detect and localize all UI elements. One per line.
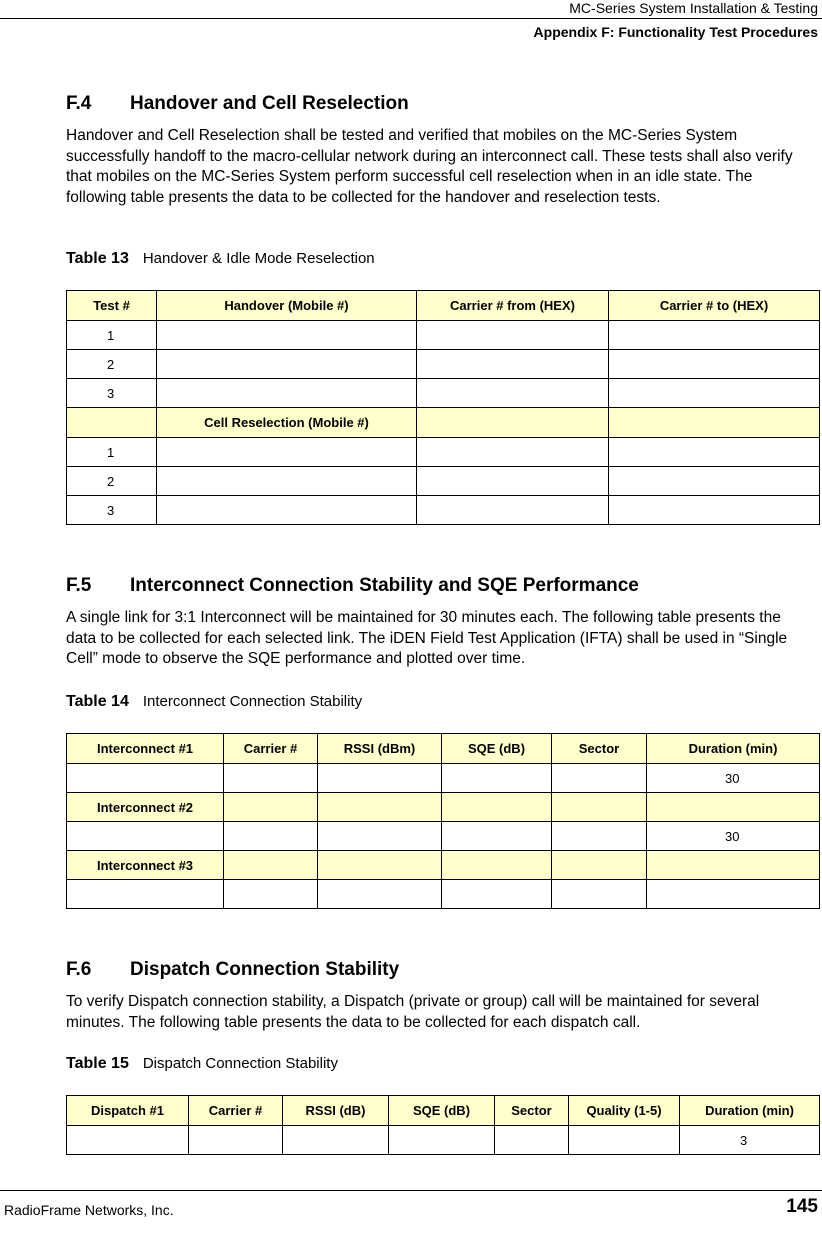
table14-col-sqe: SQE (dB) [442,734,552,764]
table-cell[interactable] [318,880,442,909]
table-cell[interactable] [442,764,552,793]
table-row [67,350,820,379]
table13-col-test: Test # [67,291,157,321]
header-rule [0,18,822,19]
table-cell [318,793,442,822]
table14-interconnect-2-label: Interconnect #2 [67,793,224,822]
table13-col-carrier-from: Carrier # from (HEX) [417,291,609,321]
table-cell[interactable] [224,764,318,793]
table14-interconnect-3-label: Interconnect #3 [67,851,224,880]
table-cell[interactable] [609,496,820,525]
table-cell [442,851,552,880]
table-cell[interactable] [442,880,552,909]
table-cell[interactable] [67,764,224,793]
section-f5-number: F.5 [66,575,92,596]
table-cell [552,793,647,822]
table-cell[interactable] [157,379,417,408]
table-cell[interactable] [552,822,647,851]
table-cell[interactable] [417,379,609,408]
table-row [67,851,820,880]
section-f6-title: Dispatch Connection Stability [130,959,400,980]
table15-number: Table 15 [66,1055,129,1072]
table-cell[interactable] [495,1126,569,1155]
table-cell [647,851,820,880]
table-row [67,1126,820,1155]
table13-test-num: 1 [67,438,157,467]
table14-col-interconnect: Interconnect #1 [67,734,224,764]
table-cell[interactable] [417,496,609,525]
section-f4-heading [66,93,409,115]
table13-number: Table 13 [66,250,129,267]
table14-col-duration: Duration (min) [647,734,820,764]
table13-caption [66,250,375,268]
section-f4-body: Handover and Cell Reselection shall be tested and verified that mobiles on the MC-Series System successfully handoff to the macro-cellular network during an interconnect call. These tests shall also verify that mobiles on the MC-Series System perform successful cell reselection when in an idle state. The following table presents the data to be collected for the handover and reselection tests. [66,127,793,206]
table-cell [224,851,318,880]
table-cell[interactable] [417,467,609,496]
table-cell [67,408,157,438]
table13-test-num: 3 [67,496,157,525]
table-row [67,793,820,822]
table-cell[interactable] [389,1126,495,1155]
table-row [67,880,820,909]
section-f6-number: F.6 [66,959,92,980]
table15-col-duration: Duration (min) [680,1096,820,1126]
table-cell [442,793,552,822]
table-cell[interactable] [224,822,318,851]
footer-rule [0,1190,822,1191]
table13 [66,290,820,525]
table-cell[interactable] [569,1126,680,1155]
table13-col-handover: Handover (Mobile #) [157,291,417,321]
table-cell[interactable] [552,880,647,909]
table14-caption [66,693,362,711]
table-cell[interactable] [157,321,417,350]
section-f4-title: Handover and Cell Reselection [130,93,409,114]
table13-reselection-header: Cell Reselection (Mobile #) [157,408,417,438]
table-cell [318,851,442,880]
table15-col-carrier: Carrier # [189,1096,283,1126]
table13-test-num: 2 [67,467,157,496]
table-cell[interactable] [157,496,417,525]
table-cell [609,408,820,438]
table14-duration-value: 30 [647,764,820,793]
table-cell[interactable] [609,438,820,467]
table-cell [647,793,820,822]
table-cell[interactable] [67,822,224,851]
running-header-title: MC-Series System Installation & Testing [569,0,818,16]
table-cell[interactable] [157,350,417,379]
table-row [67,496,820,525]
table-cell[interactable] [609,467,820,496]
table15-col-rssi: RSSI (dB) [283,1096,389,1126]
table-cell[interactable] [67,880,224,909]
table-cell[interactable] [189,1126,283,1155]
table-cell[interactable] [157,467,417,496]
table15-title: Dispatch Connection Stability [142,1055,338,1072]
table-cell[interactable] [417,438,609,467]
table-cell[interactable] [224,880,318,909]
table15-col-sqe: SQE (dB) [389,1096,495,1126]
table14-number: Table 14 [66,693,129,710]
table-cell[interactable] [647,880,820,909]
table14-col-rssi: RSSI (dBm) [318,734,442,764]
table-cell[interactable] [442,822,552,851]
table14-duration-value: 30 [647,822,820,851]
table13-test-num: 3 [67,379,157,408]
table-row [67,764,820,793]
table-cell[interactable] [318,764,442,793]
table-cell [417,408,609,438]
table-row [67,438,820,467]
table13-col-carrier-to: Carrier # to (HEX) [609,291,820,321]
section-f4-number: F.4 [66,93,92,114]
table-cell[interactable] [417,350,609,379]
table-row [67,321,820,350]
section-f5-body: A single link for 3:1 Interconnect will be maintained for 30 minutes each. The following table presents the data to be collected for each selected link. The iDEN Field Test Application (IFTA) shall be used in “Single Cell” mode to observe the SQE performance and plotted over time. [66,609,788,667]
table-cell[interactable] [609,321,820,350]
table13-title: Handover & Idle Mode Reselection [142,250,375,267]
table-row [67,822,820,851]
table-row [67,379,820,408]
section-f5-heading [66,575,639,597]
table14-col-carrier: Carrier # [224,734,318,764]
table15 [66,1095,820,1155]
table13-test-num: 2 [67,350,157,379]
table-cell[interactable] [609,379,820,408]
table15-caption [66,1055,338,1073]
table15-col-dispatch: Dispatch #1 [67,1096,189,1126]
table-cell [552,851,647,880]
table-cell[interactable] [552,764,647,793]
table-row [67,467,820,496]
table-cell[interactable] [67,1126,189,1155]
footer-company: RadioFrame Networks, Inc. [4,1202,174,1218]
table14 [66,733,820,909]
table-cell [224,793,318,822]
page-number: 145 [786,1196,818,1217]
section-f6-heading [66,959,399,981]
table13-test-num: 1 [67,321,157,350]
section-f5-title: Interconnect Connection Stability and SQE Performance [130,575,639,596]
table14-title: Interconnect Connection Stability [142,693,363,710]
table-row [67,408,820,438]
table-cell[interactable] [609,350,820,379]
table15-col-quality: Quality (1-5) [569,1096,680,1126]
table-cell[interactable] [318,822,442,851]
table-cell[interactable] [283,1126,389,1155]
table-cell[interactable] [417,321,609,350]
table15-col-sector: Sector [495,1096,569,1126]
section-f6-body: To verify Dispatch connection stability, a Dispatch (private or group) call will be maintained for several minutes. The following table presents the data to be collected for each dispatch call. [66,993,760,1031]
table15-duration-value: 3 [680,1126,820,1155]
running-header-appendix: Appendix F: Functionality Test Procedures [533,24,818,40]
table14-col-sector: Sector [552,734,647,764]
table-cell[interactable] [157,438,417,467]
